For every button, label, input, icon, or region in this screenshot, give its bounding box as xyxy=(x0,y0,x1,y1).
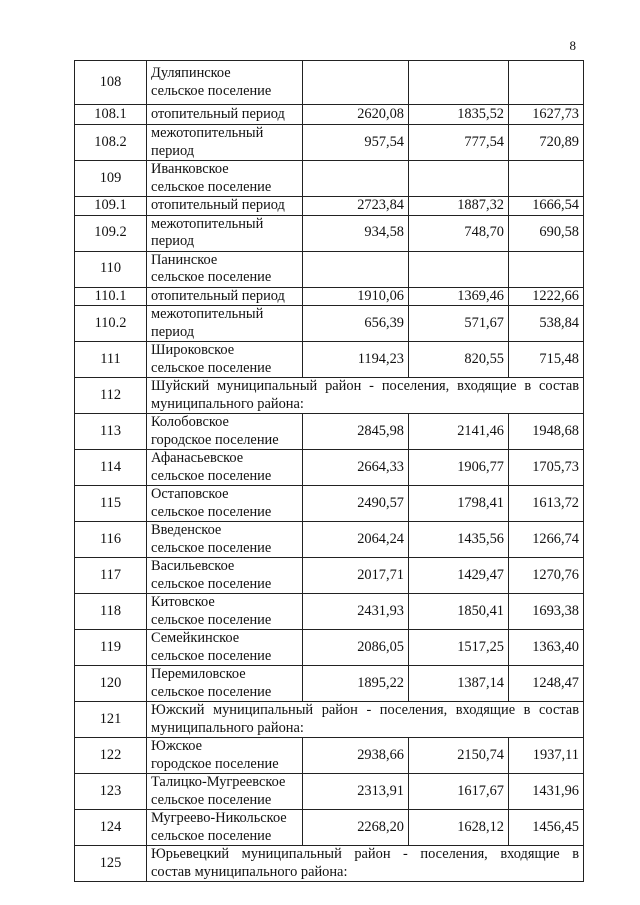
row-number: 117 xyxy=(75,558,147,594)
settlement-name-line: сельское поселение xyxy=(151,575,272,592)
settlement-name xyxy=(147,666,303,702)
value-col-1: 2845,98 xyxy=(303,414,409,450)
district-heading-row xyxy=(75,846,584,882)
value-col-2: 1617,67 xyxy=(409,774,509,810)
value-col-2: 1850,41 xyxy=(409,594,509,630)
table-row xyxy=(75,287,584,306)
settlement-name-line: сельское поселение xyxy=(151,503,272,520)
settlement-name xyxy=(147,522,303,558)
district-heading-row xyxy=(75,702,584,738)
tariff-table-body xyxy=(75,61,584,882)
settlement-name-line: отопительный период xyxy=(151,287,285,304)
value-col-2: 1369,46 xyxy=(409,287,509,306)
table-row xyxy=(75,161,584,197)
settlement-name xyxy=(147,594,303,630)
row-number: 110.2 xyxy=(75,306,147,342)
table-row xyxy=(75,105,584,125)
settlement-name-line: сельское поселение xyxy=(151,467,272,484)
value-col-2: 2141,46 xyxy=(409,414,509,450)
value-col-2: 1429,47 xyxy=(409,558,509,594)
district-heading-row xyxy=(75,378,584,414)
value-col-1: 2064,24 xyxy=(303,522,409,558)
settlement-name xyxy=(147,486,303,522)
settlement-name xyxy=(147,306,303,342)
tariff-table xyxy=(74,60,584,882)
value-col-1: 656,39 xyxy=(303,306,409,342)
table-row xyxy=(75,486,584,522)
settlement-name xyxy=(147,810,303,846)
settlement-name-line: Колобовское xyxy=(151,414,229,430)
value-col-1: 934,58 xyxy=(303,215,409,251)
settlement-name xyxy=(147,774,303,810)
row-number: 116 xyxy=(75,522,147,558)
settlement-name-line: Иванковское xyxy=(151,161,229,177)
table-row xyxy=(75,666,584,702)
row-number: 108.1 xyxy=(75,105,147,125)
value-col-1: 2490,57 xyxy=(303,486,409,522)
settlement-name-line: период xyxy=(151,142,195,159)
value-col-3: 1613,72 xyxy=(509,486,584,522)
row-number: 109.2 xyxy=(75,215,147,251)
district-heading xyxy=(147,846,584,882)
value-col-2 xyxy=(409,251,509,287)
value-col-2: 748,70 xyxy=(409,215,509,251)
settlement-name-line: Васильевское xyxy=(151,558,235,574)
settlement-name-line: межотопительный xyxy=(151,306,264,322)
value-col-3: 1705,73 xyxy=(509,450,584,486)
settlement-name-line: Широковское xyxy=(151,342,235,358)
value-col-3 xyxy=(509,61,584,105)
value-col-3: 1937,11 xyxy=(509,738,584,774)
row-number: 120 xyxy=(75,666,147,702)
value-col-1: 1910,06 xyxy=(303,287,409,306)
value-col-3: 1666,54 xyxy=(509,197,584,216)
row-number: 114 xyxy=(75,450,147,486)
row-number: 111 xyxy=(75,342,147,378)
value-col-1: 957,54 xyxy=(303,125,409,161)
settlement-name xyxy=(147,197,303,216)
value-col-1: 2431,93 xyxy=(303,594,409,630)
settlement-name xyxy=(147,450,303,486)
settlement-name-line: сельское поселение xyxy=(151,611,272,628)
value-col-3 xyxy=(509,161,584,197)
value-col-3: 720,89 xyxy=(509,125,584,161)
value-col-3: 1248,47 xyxy=(509,666,584,702)
table-row xyxy=(75,774,584,810)
value-col-1: 2313,91 xyxy=(303,774,409,810)
district-heading-line: муниципального района: xyxy=(151,395,304,412)
value-col-3: 1431,96 xyxy=(509,774,584,810)
settlement-name-line: сельское поселение xyxy=(151,539,272,556)
value-col-2: 1887,32 xyxy=(409,197,509,216)
value-col-3: 1693,38 xyxy=(509,594,584,630)
settlement-name-line: Дуляпинское xyxy=(151,65,231,81)
settlement-name xyxy=(147,161,303,197)
value-col-1: 1194,23 xyxy=(303,342,409,378)
settlement-name xyxy=(147,414,303,450)
value-col-3: 538,84 xyxy=(509,306,584,342)
district-heading-line: муниципального района: xyxy=(151,719,304,736)
table-row xyxy=(75,558,584,594)
table-row xyxy=(75,251,584,287)
value-col-1 xyxy=(303,251,409,287)
row-number: 119 xyxy=(75,630,147,666)
settlement-name xyxy=(147,558,303,594)
value-col-2: 1435,56 xyxy=(409,522,509,558)
value-col-2: 1387,14 xyxy=(409,666,509,702)
table-row xyxy=(75,197,584,216)
settlement-name-line: сельское поселение xyxy=(151,178,272,195)
settlement-name-line: Панинское xyxy=(151,251,218,268)
value-col-3: 1456,45 xyxy=(509,810,584,846)
settlement-name-line: Перемиловское xyxy=(151,666,246,682)
settlement-name-line: сельское поселение xyxy=(151,791,272,808)
settlement-name-line: период xyxy=(151,323,195,340)
row-number: 108.2 xyxy=(75,125,147,161)
table-row xyxy=(75,450,584,486)
settlement-name-line: Семейкинское xyxy=(151,630,240,646)
table-row xyxy=(75,594,584,630)
settlement-name xyxy=(147,125,303,161)
value-col-2: 1835,52 xyxy=(409,105,509,125)
value-col-1: 2268,20 xyxy=(303,810,409,846)
district-heading-line: Юрьевецкий муниципальный район - поселения, входящие в xyxy=(151,846,579,862)
value-col-3 xyxy=(509,251,584,287)
settlement-name-line: отопительный период xyxy=(151,197,285,213)
settlement-name xyxy=(147,287,303,306)
settlement-name-line: отопительный период xyxy=(151,105,285,122)
value-col-1 xyxy=(303,61,409,105)
page-number: 8 xyxy=(569,38,576,53)
value-col-2: 777,54 xyxy=(409,125,509,161)
table-row xyxy=(75,738,584,774)
settlement-name xyxy=(147,61,303,105)
settlement-name-line: Талицко-Мугреевское xyxy=(151,774,286,790)
settlement-name-line: Южское xyxy=(151,738,203,754)
row-number: 122 xyxy=(75,738,147,774)
value-col-2: 1517,25 xyxy=(409,630,509,666)
district-heading xyxy=(147,378,584,414)
settlement-name-line: межотопительный xyxy=(151,215,264,232)
settlement-name-line: Мугреево-Никольское xyxy=(151,810,287,826)
value-col-3: 1948,68 xyxy=(509,414,584,450)
row-number: 115 xyxy=(75,486,147,522)
value-col-2: 1906,77 xyxy=(409,450,509,486)
value-col-1: 2086,05 xyxy=(303,630,409,666)
table-row xyxy=(75,215,584,251)
value-col-3: 690,58 xyxy=(509,215,584,251)
value-col-3: 1222,66 xyxy=(509,287,584,306)
settlement-name-line: Введенское xyxy=(151,522,222,538)
row-number: 124 xyxy=(75,810,147,846)
value-col-2: 820,55 xyxy=(409,342,509,378)
row-number: 121 xyxy=(75,702,147,738)
value-col-2: 2150,74 xyxy=(409,738,509,774)
settlement-name-line: межотопительный xyxy=(151,125,264,141)
row-number: 109 xyxy=(75,161,147,197)
value-col-1: 1895,22 xyxy=(303,666,409,702)
settlement-name-line: Китовское xyxy=(151,594,215,610)
settlement-name xyxy=(147,738,303,774)
table-row xyxy=(75,342,584,378)
row-number: 112 xyxy=(75,378,147,414)
table-row xyxy=(75,810,584,846)
value-col-1: 2664,33 xyxy=(303,450,409,486)
row-number: 113 xyxy=(75,414,147,450)
value-col-3: 1363,40 xyxy=(509,630,584,666)
settlement-name xyxy=(147,251,303,287)
value-col-2: 571,67 xyxy=(409,306,509,342)
value-col-1: 2938,66 xyxy=(303,738,409,774)
value-col-3: 1627,73 xyxy=(509,105,584,125)
row-number: 108 xyxy=(75,61,147,105)
value-col-2 xyxy=(409,161,509,197)
value-col-1 xyxy=(303,161,409,197)
settlement-name xyxy=(147,105,303,125)
row-number: 109.1 xyxy=(75,197,147,216)
district-heading-line: состав муниципального района: xyxy=(151,863,348,880)
settlement-name-line: сельское поселение xyxy=(151,683,272,700)
settlement-name xyxy=(147,630,303,666)
district-heading-line: Южский муниципальный район - поселения, входящие в состав xyxy=(151,702,579,718)
value-col-1: 2723,84 xyxy=(303,197,409,216)
row-number: 118 xyxy=(75,594,147,630)
table-row xyxy=(75,125,584,161)
value-col-3: 1266,74 xyxy=(509,522,584,558)
settlement-name xyxy=(147,342,303,378)
row-number: 110.1 xyxy=(75,287,147,306)
value-col-1: 2620,08 xyxy=(303,105,409,125)
table-row xyxy=(75,61,584,105)
row-number: 123 xyxy=(75,774,147,810)
settlement-name-line: сельское поселение xyxy=(151,82,272,99)
settlement-name-line: сельское поселение xyxy=(151,827,272,844)
table-row xyxy=(75,306,584,342)
row-number: 110 xyxy=(75,251,147,287)
value-col-2 xyxy=(409,61,509,105)
settlement-name-line: сельское поселение xyxy=(151,269,272,285)
value-col-2: 1798,41 xyxy=(409,486,509,522)
row-number: 125 xyxy=(75,846,147,882)
district-heading xyxy=(147,702,584,738)
table-row xyxy=(75,414,584,450)
value-col-1: 2017,71 xyxy=(303,558,409,594)
settlement-name xyxy=(147,215,303,251)
value-col-2: 1628,12 xyxy=(409,810,509,846)
settlement-name-line: сельское поселение xyxy=(151,647,272,664)
settlement-name-line: сельское поселение xyxy=(151,359,272,376)
settlement-name-line: период xyxy=(151,233,195,249)
settlement-name-line: Остаповское xyxy=(151,486,229,502)
settlement-name-line: городское поселение xyxy=(151,431,279,448)
settlement-name-line: Афанасьевское xyxy=(151,450,244,466)
value-col-3: 715,48 xyxy=(509,342,584,378)
table-row xyxy=(75,630,584,666)
settlement-name-line: городское поселение xyxy=(151,755,279,772)
table-row xyxy=(75,522,584,558)
district-heading-line: Шуйский муниципальный район - поселения, входящие в состав xyxy=(151,378,579,394)
value-col-3: 1270,76 xyxy=(509,558,584,594)
